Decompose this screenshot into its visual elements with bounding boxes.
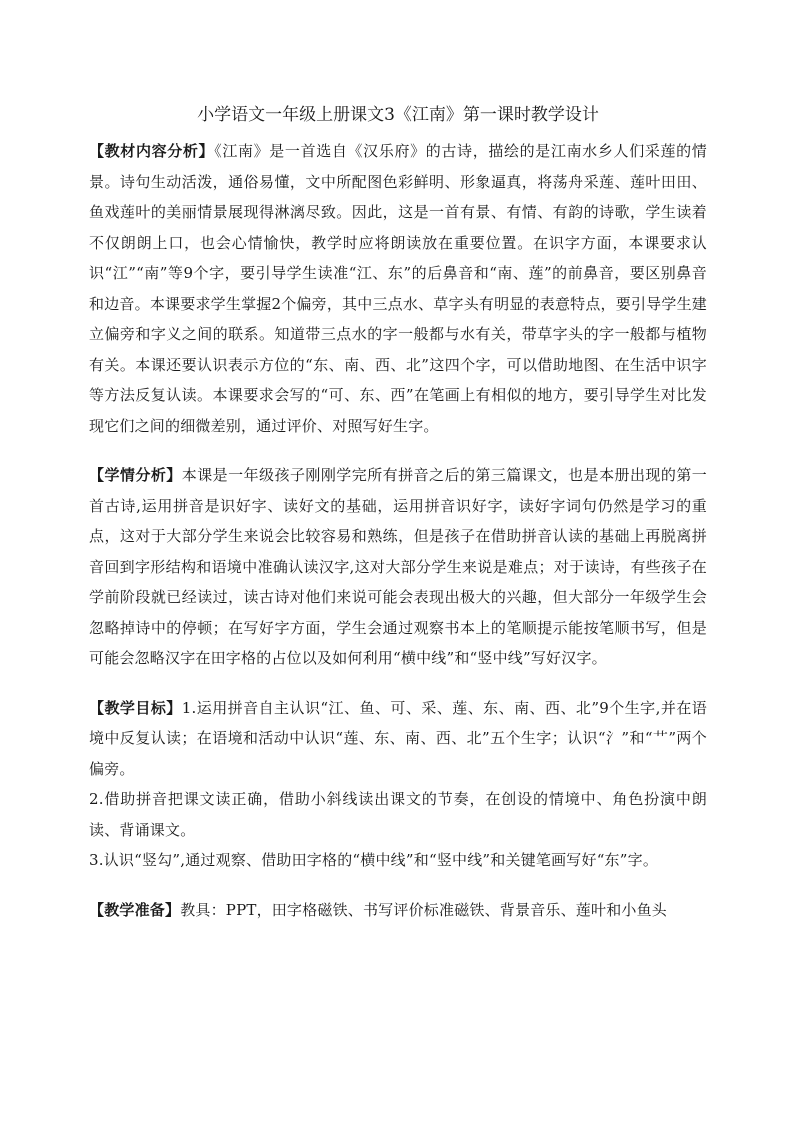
goal-text: 2.借助拼音把课文读正确，借助小斜线读出课文的节奏，在创设的情境中、角色扮演中朗读、背诵课文。	[89, 790, 707, 839]
section-body: 本课是一年级孩子刚刚学完所有拼音之后的第三篇课文，也是本册出现的第一首古诗,运用拼音是识好字、读好文的基础，运用拼音识好字，读好字词句仍然是学习的重点，这对于大部分学生来说会比较容易和熟练，但是孩子在借助拼音认读的基础上再脱离拼音回到字形结构和语境中准确认读汉字,这对大部分学生来说是难点；对于读诗，有些孩子在学前阶段就已经读过，读古诗对他们来说可能会表现出极大的兴趣，但大部分一年级学生会忽略掉诗中的停顿；在写好字方面，学生会通过观察书本上的笔顺提示能按笔顺书写，但是可能会忽略汉字在田字格的占位以及如何利用“横中线”和“竖中线”写好汉字。	[89, 466, 708, 667]
section-gap	[89, 876, 707, 895]
section-teaching-goals	[89, 693, 707, 876]
document-page	[89, 100, 707, 925]
section-heading: 【教材内容分析】	[89, 142, 215, 160]
section-heading: 【学情分析】	[89, 466, 182, 484]
document-title: 小学语文一年级上册课文3《江南》第一课时教学设计	[197, 105, 599, 125]
goal-item	[89, 693, 707, 785]
section-heading: 【教学准备】	[89, 900, 181, 919]
section-body: 《江南》是一首选自《汉乐府》的古诗，描绘的是江南水乡人们采莲的情景。诗句生动活泼，通俗易懂，文中所配图色彩鲜明、形象逼真，将荡舟采莲、莲叶田田、鱼戏莲叶的美丽情景展现得淋漓尽致。因此，这是一首有景、有情、有韵的诗歌，学生读着不仅朗朗上口，也会心情愉快，教学时应将朗读放在重要位置。在识字方面，本课要求认识“江”“南”等9个字，要引导学生读准“江、东”的后鼻音和“南、莲”的前鼻音，要区别鼻音和边音。本课要求学生掌握2个偏旁，其中三点水、草字头有明显的表意特点，要引导学生建立偏旁和字义之间的联系。知道带三点水的字一般都与水有关，带草字头的字一般都与植物有关。本课还要认识表示方位的“东、南、西、北”这四个字，可以借助地图、在生活中识字等方法反复认读。本课要求会写的“可、东、西”在笔画上有相似的地方，要引导学生对比发现它们之间的细微差别，通过评价、对照写好生字。	[89, 142, 707, 435]
section-teaching-prep	[89, 895, 707, 926]
goal-text: 3.认识“竖勾”,通过观察、借助田字格的“横中线”和“竖中线”和关键笔画写好“东”字。	[89, 851, 659, 869]
goal-item	[89, 845, 707, 876]
section-gap	[89, 441, 707, 460]
section-content-analysis	[89, 136, 707, 441]
section-body: 教具：PPT，田字格磁铁、书写评价标准磁铁、背景音乐、莲叶和小鱼头	[180, 900, 667, 919]
goal-item	[89, 784, 707, 845]
section-student-analysis	[89, 460, 707, 674]
section-gap	[89, 674, 707, 693]
goal-text: 1.运用拼音自主认识“江、鱼、可、采、莲、东、南、西、北”9个生字,并在语境中反复认读；在语境和活动中认识“莲、东、南、西、北”五个生字；认识“氵”和“艹”两个偏旁。	[89, 698, 707, 778]
section-heading: 【教学目标】	[89, 698, 182, 717]
